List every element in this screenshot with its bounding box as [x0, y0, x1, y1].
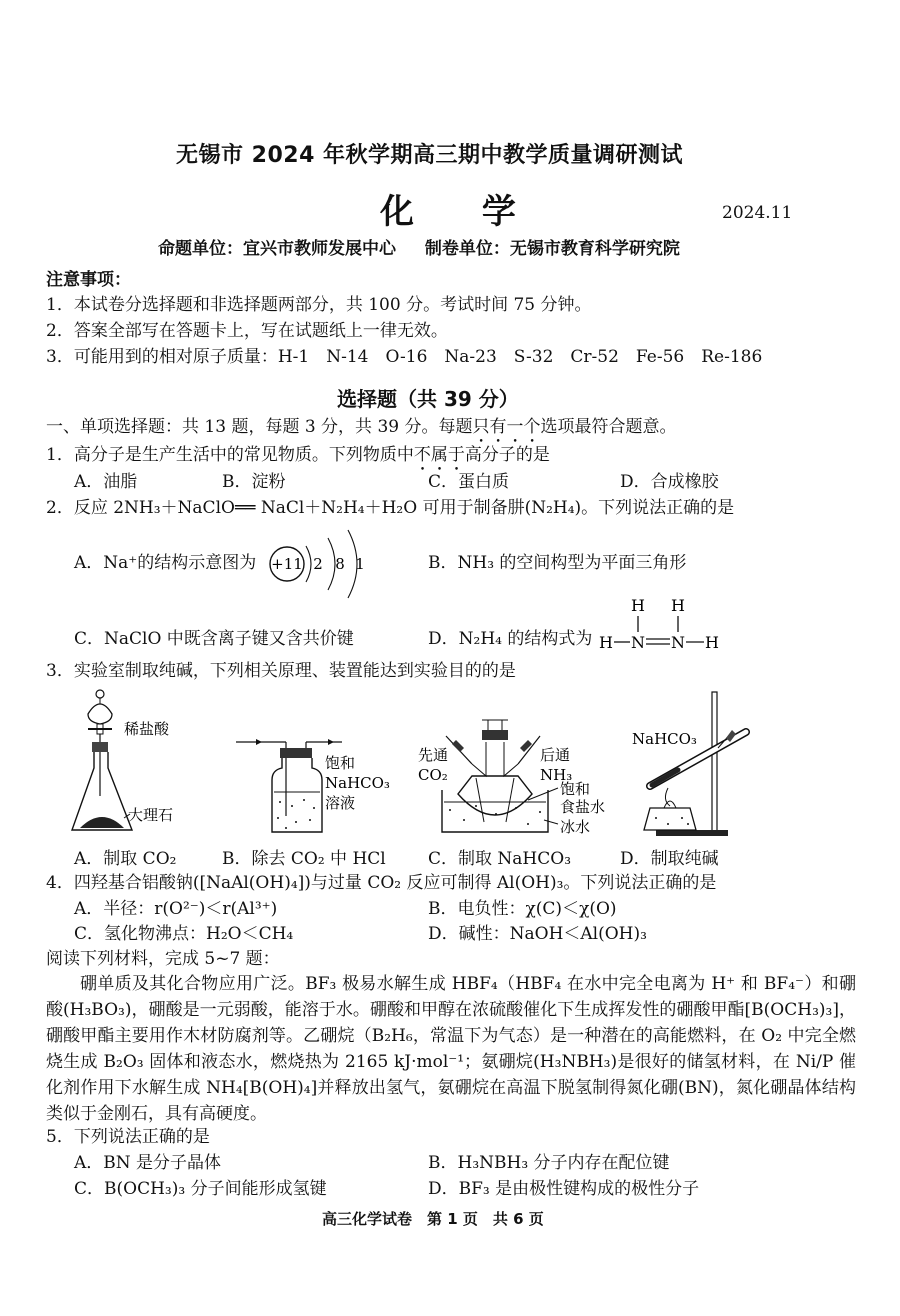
apparatus-b-wash-bottle [230, 736, 390, 840]
label-later-pass: 后通 [540, 746, 571, 764]
atom-label: H [705, 633, 719, 652]
nucleus-charge: +11 [271, 555, 303, 573]
apparatus-a-co2-generator [66, 688, 196, 840]
exam-title: 无锡市 2024 年秋学期高三期中教学质量调研测试 [176, 143, 684, 168]
q1-option-c: C．蛋白质 [428, 472, 510, 492]
q3-option-b: B．除去 CO₂ 中 HCl [222, 849, 386, 869]
shell-electrons: 1 [355, 555, 365, 573]
q2-option-b: B．NH₃ 的空间构型为平面三角形 [428, 553, 687, 573]
shell-electrons: 2 [313, 555, 323, 573]
label-co2: CO₂ [418, 766, 448, 784]
q4-option-d: D．碱性：NaOH＜Al(OH)₃ [428, 924, 647, 944]
q2-option-c: C．NaClO 中既含离子键又含共价键 [74, 629, 354, 649]
section-title: 选择题（共 39 分） [337, 387, 519, 411]
label-saturated: 饱和 [560, 780, 591, 798]
q1-option-d: D．合成橡胶 [620, 472, 719, 492]
note-item: 3．可能用到的相对原子质量：H-1 N-14 O-16 Na-23 S-32 Cr-52 Fe-56 Re-186 [46, 347, 763, 367]
label-saturated: 饱和 [325, 754, 356, 772]
q1-stem-text: 高分子的是 [464, 445, 550, 465]
q2-option-d: D．N₂H₄ 的结构式为 [428, 629, 593, 649]
q4-option-c: C．氢化物沸点：H₂O＜CH₄ [74, 924, 294, 944]
label-solution: 溶液 [325, 794, 356, 812]
subject-title: 化 学 [380, 192, 544, 232]
reading-intro: 阅读下列材料，完成 5~7 题： [46, 949, 280, 969]
label-dilute-hcl: 稀盐酸 [124, 720, 170, 738]
apparatus-d-heating-setup [628, 690, 768, 840]
q5-option-d: D．BF₃ 是由极性键构成的极性分子 [428, 1179, 700, 1199]
instruction-text: 一、单项选择题：共 13 题，每题 3 分，共 39 分。每题 [46, 417, 473, 437]
label-nh3: NH₃ [540, 766, 573, 784]
q3-option-c: C．制取 NaHCO₃ [428, 849, 572, 869]
label-nahco3: NaHCO₃ [325, 774, 390, 792]
instruction-emphasis: 只有一个 [472, 417, 541, 437]
q5-option-a: A．BN 是分子晶体 [74, 1153, 222, 1173]
section-instruction [46, 416, 677, 447]
q1-option-b: B．淀粉 [222, 472, 286, 492]
q2-option-a: A．Na⁺的结构示意图为 [74, 553, 257, 573]
q4-stem: 4．四羟基合铝酸钠([NaAl(OH)₄])与过量 CO₂ 反应可制得 Al(OH)₃。下列说法正确的是 [46, 873, 717, 893]
q3-option-a: A．制取 CO₂ [74, 849, 177, 869]
notes-heading: 注意事项： [46, 270, 131, 290]
atom-label: H [599, 633, 613, 652]
label-nahco3-solid: NaHCO₃ [632, 730, 697, 748]
label-marble: 大理石 [128, 806, 174, 824]
q2-stem: 2．反应 2NH₃＋NaClO══ NaCl＋N₂H₄＋H₂O 可用于制备肼(N₂H₄)。下列说法正确的是 [46, 498, 735, 518]
atom-label: H [631, 596, 645, 615]
exam-date: 2024.11 [722, 203, 793, 223]
note-item: 2．答案全部写在答题卡上，写在试题纸上一律无效。 [46, 321, 448, 341]
q5-option-b: B．H₃NBH₃ 分子内存在配位键 [428, 1153, 670, 1173]
q1-option-a: A．油脂 [74, 472, 138, 492]
label-ice-water: 冰水 [560, 818, 591, 836]
apparatus-c-three-neck-flask [416, 706, 606, 840]
shell-electrons: 8 [335, 555, 345, 573]
note-item: 1．本试卷分选择题和非选择题两部分，共 100 分。考试时间 75 分钟。 [46, 295, 592, 315]
exam-units: 命题单位：宜兴市教师发展中心 制卷单位：无锡市教育科学研究院 [158, 239, 680, 259]
q4-option-a: A．半径：r(O²⁻)＜r(Al³⁺) [74, 899, 278, 919]
q3-stem: 3．实验室制取纯碱，下列相关原理、装置能达到实验目的的是 [46, 661, 516, 681]
q5-stem: 5．下列说法正确的是 [46, 1127, 210, 1147]
page-footer: 高三化学试卷 第 1 页 共 6 页 [322, 1210, 544, 1228]
reading-paragraph: 硼单质及其化合物应用广泛。BF₃ 极易水解生成 HBF₄（HBF₄ 在水中完全电离为 H⁺ 和 BF₄⁻）和硼酸(H₃BO₃)，硼酸是一元弱酸，能溶于水。硼酸和甲醇在浓硫酸催化下生成挥发性的硼酸甲酯[B(OCH₃)₃]，硼酸甲酯主要用作木材防腐剂等。乙硼烷（B₂H₆，常温下为气态）是一种潜在的高能燃料，在 O₂ 中完全燃烧生成 B₂O₃ 固体和液态水，燃烧热为 2165 kJ·mol⁻¹；氨硼烷(H₃NBH₃)是很好的储氢材料，在 Ni/P 催化剂作用下水解生成 NH₄[B(OH)₄]并释放出氢气，氨硼烷在高温下脱氢制得氮化硼(BN)，氮化硼晶体结构类似于金刚石，具有高硬度。 [46, 974, 856, 1124]
hydrazine-structural-formula [600, 594, 730, 656]
instruction-text: 选项最符合题意。 [540, 417, 677, 437]
q1-stem-emphasis: 不属于 [413, 445, 465, 465]
label-brine: 食盐水 [560, 798, 606, 816]
atom-label: N [631, 633, 645, 652]
atom-label: H [671, 596, 685, 615]
label-first-pass: 先通 [418, 746, 449, 764]
q1-stem-text: 1．高分子是生产生活中的常见物质。下列物质中 [46, 445, 414, 465]
q3-option-d: D．制取纯碱 [620, 849, 719, 869]
atom-label: N [671, 633, 685, 652]
q4-option-b: B．电负性：χ(C)＜χ(O) [428, 899, 617, 919]
q5-option-c: C．B(OCH₃)₃ 分子间能形成氢键 [74, 1179, 327, 1199]
sodium-ion-structure-diagram [266, 526, 376, 602]
